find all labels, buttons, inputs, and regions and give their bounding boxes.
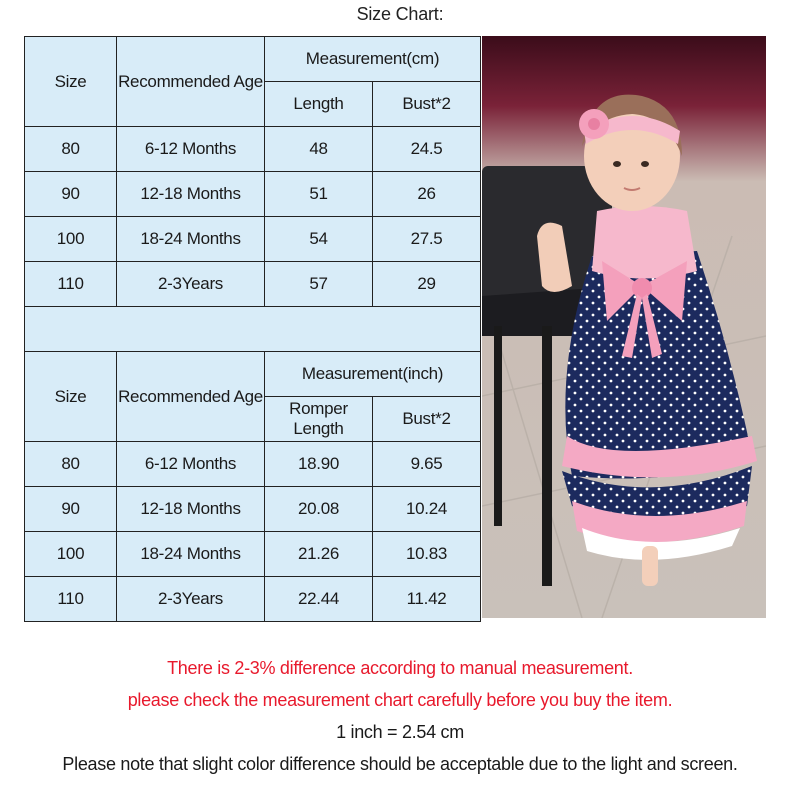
cm-cell-length: 48 [265, 127, 373, 172]
cm-header-age: Recommended Age [117, 37, 265, 127]
cm-cell-size: 90 [25, 172, 117, 217]
cm-cell-bust: 24.5 [373, 127, 481, 172]
table-row [25, 127, 481, 172]
inch-cell-age: 6-12 Months [117, 442, 265, 487]
cm-header-measurement: Measurement(cm) [265, 37, 481, 82]
inch-header-measurement: Measurement(inch) [265, 352, 481, 397]
cm-cell-age: 2-3Years [117, 262, 265, 307]
table-row [25, 532, 481, 577]
inch-cell-bust: 10.83 [373, 532, 481, 577]
table-row [25, 262, 481, 307]
cm-header-bust: Bust*2 [373, 82, 481, 127]
baby-dress-illustration [482, 36, 766, 618]
cm-cell-size: 100 [25, 217, 117, 262]
cm-cell-bust: 27.5 [373, 217, 481, 262]
table-spacer [25, 307, 481, 352]
cm-cell-age: 12-18 Months [117, 172, 265, 217]
note-measurement-difference: There is 2-3% difference according to manual measurement. [167, 658, 633, 678]
inch-cell-length: 21.26 [265, 532, 373, 577]
cm-header-length: Length [265, 82, 373, 127]
note-check-chart: please check the measurement chart carefully before you buy the item. [127, 690, 673, 710]
table-row [25, 577, 481, 622]
inch-cell-bust: 10.24 [373, 487, 481, 532]
cm-cell-size: 110 [25, 262, 117, 307]
inch-cell-length: 20.08 [265, 487, 373, 532]
cm-header-size: Size [25, 37, 117, 127]
inch-cell-size: 100 [25, 532, 117, 577]
cm-cell-size: 80 [25, 127, 117, 172]
table-row [25, 217, 481, 262]
note-inch-conversion: 1 inch = 2.54 cm [336, 722, 464, 742]
inch-cell-length: 18.90 [265, 442, 373, 487]
inch-cell-size: 80 [25, 442, 117, 487]
inch-cell-bust: 11.42 [373, 577, 481, 622]
cm-cell-length: 51 [265, 172, 373, 217]
notes [0, 652, 800, 780]
inch-cell-bust: 9.65 [373, 442, 481, 487]
inch-cell-age: 2-3Years [117, 577, 265, 622]
inch-cell-age: 12-18 Months [117, 487, 265, 532]
inch-header-bust: Bust*2 [373, 397, 481, 442]
table-row [25, 172, 481, 217]
inch-header-age: Recommended Age [117, 352, 265, 442]
inch-header-size: Size [25, 352, 117, 442]
product-photo [482, 36, 766, 618]
size-table [24, 36, 481, 622]
cm-cell-bust: 29 [373, 262, 481, 307]
table-row [25, 442, 481, 487]
inch-header-length: Romper Length [265, 397, 373, 442]
table-row [25, 487, 481, 532]
size-chart-tables [24, 36, 480, 622]
inch-cell-size: 110 [25, 577, 117, 622]
cm-cell-length: 57 [265, 262, 373, 307]
cm-cell-length: 54 [265, 217, 373, 262]
inch-cell-age: 18-24 Months [117, 532, 265, 577]
inch-cell-length: 22.44 [265, 577, 373, 622]
cm-cell-bust: 26 [373, 172, 481, 217]
inch-cell-size: 90 [25, 487, 117, 532]
page-title: Size Chart: [356, 4, 444, 24]
table-spacer-row [25, 307, 481, 352]
note-color-difference: Please note that slight color difference should be acceptable due to the light and screen. [62, 754, 738, 774]
cm-cell-age: 6-12 Months [117, 127, 265, 172]
cm-cell-age: 18-24 Months [117, 217, 265, 262]
